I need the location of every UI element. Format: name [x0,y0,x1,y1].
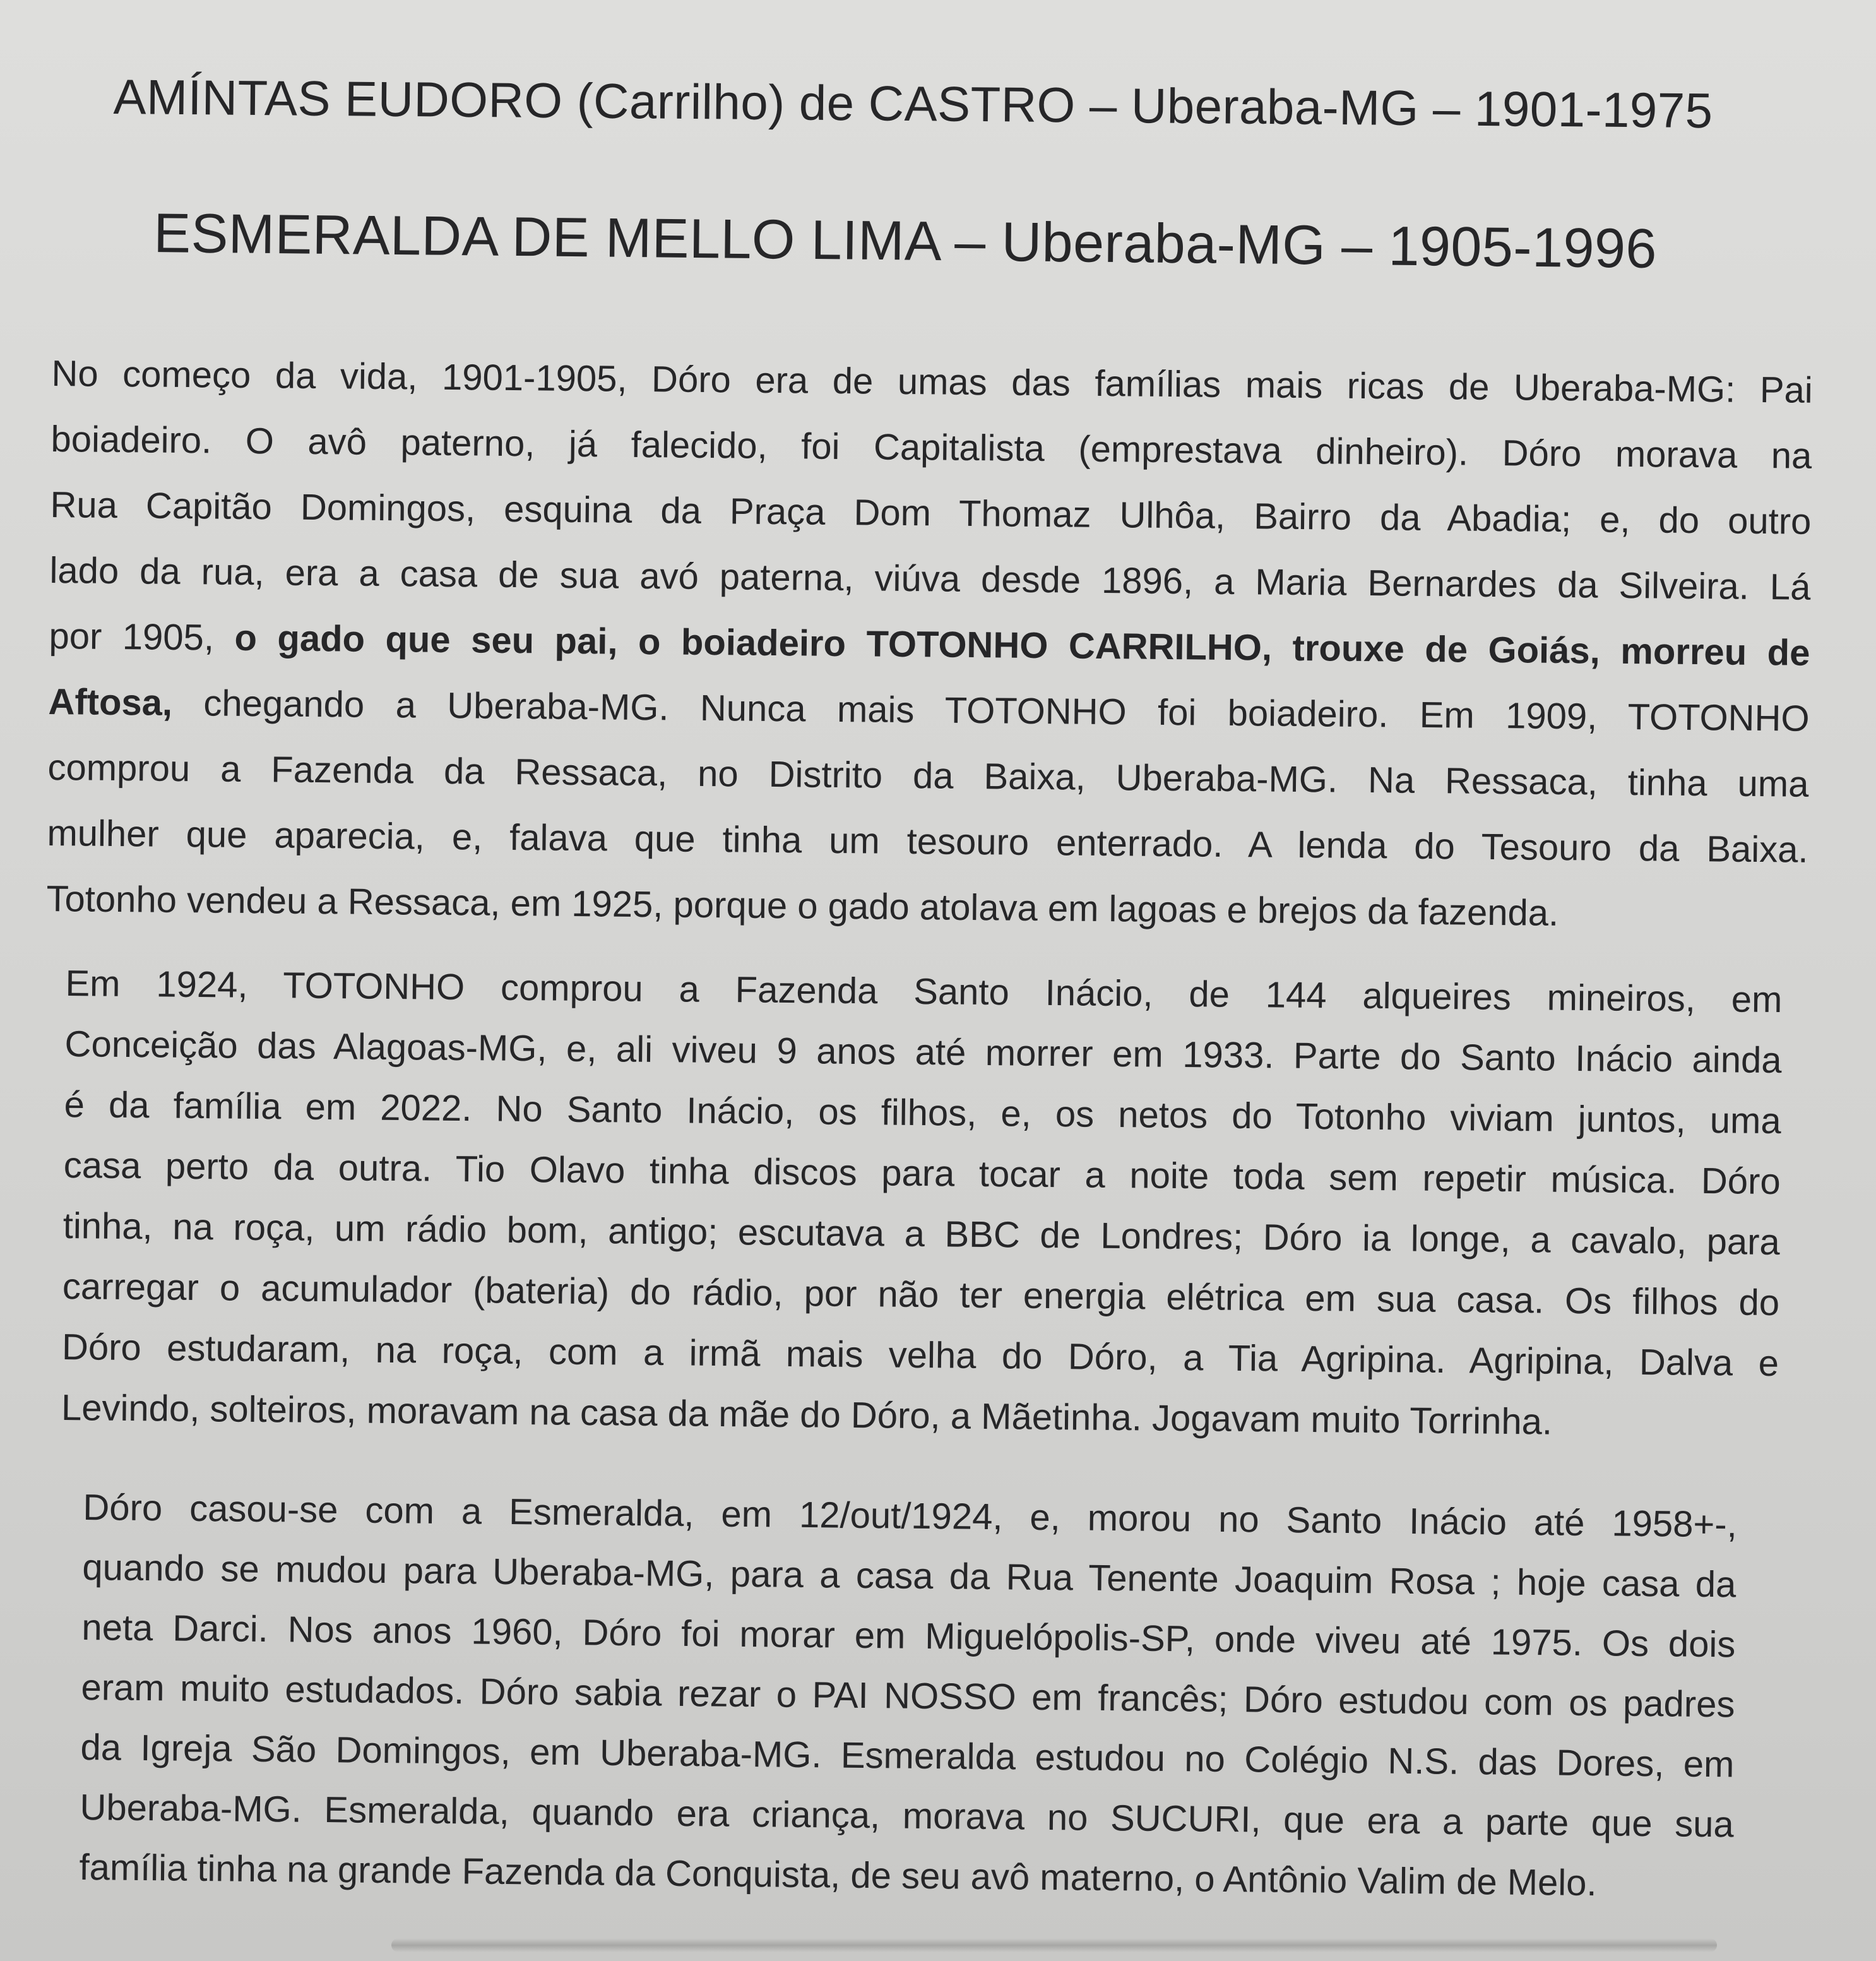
paragraph-2-line-6: carregar o acumulador (bateria) do rádio, por não ter energia elétrica em sua casa. Os filhos do [62,1265,1780,1324]
paragraph-2-line-4: casa perto da outra. Tio Olavo tinha discos para tocar a noite toda sem repetir música. Dóro [63,1144,1781,1203]
paragraph-3-line-4: eram muito estudados. Dóro sabia rezar o PAI NOSSO em francês; Dóro estudou com os padres [81,1666,1735,1726]
paragraph-3-line-6: Uberaba-MG. Esmeralda, quando era criança, morava no SUCURI, que era a parte que sua [80,1786,1735,1845]
paragraph-1-line-3: Rua Capitão Domingos, esquina da Praça Dom Thomaz Ulhôa, Bairro da Abadia; e, do outro [50,484,1812,542]
paragraph-1-line-6-rest: chegando a Uberaba-MG. Nunca mais TOTONHO foi boiadeiro. Em 1909, TOTONHO [172,682,1810,739]
paragraph-3-line-7: família tinha na grande Fazenda da Conquista, de seu avô materno, o Antônio Valim de Melo. [79,1846,1597,1904]
paragraph-2-line-5: tinha, na roça, um rádio bom, antigo; escutava a BBC de Londres; Dóro ia longe, a cavalo, para [62,1205,1781,1263]
paragraph-2-line-2: Conceição das Alagoas-MG, e, ali viveu 9 anos até morrer em 1933. Parte do Santo Inácio ainda [64,1023,1782,1082]
paragraph-3-line-1: Dóro casou-se com a Esmeralda, em 12/out/1924, e, morou no Santo Inácio até 1958+-, [83,1486,1738,1546]
paragraph-2-line-1: Em 1924, TOTONHO comprou a Fazenda Santo Inácio, de 144 alqueires mineiros, em [65,962,1783,1021]
paragraph-2-line-7: Dóro estudaram, na roça, com a irmã mais velha do Dóro, a Tia Agripina. Agripina, Dalva e [61,1326,1779,1385]
title-line-2: ESMERALDA DE MELLO LIMA – Uberaba-MG – 1905-1996 [153,201,1658,280]
paragraph-1-line-5-prefix: por 1905, [49,615,235,659]
paragraph-2-line-3: é da família em 2022. No Santo Inácio, os filhos, e, os netos do Totonho viviam juntos, uma [64,1083,1781,1142]
paragraph-3-line-3: neta Darci. Nos anos 1960, Dóro foi morar em Miguelópolis-SP, onde viveu até 1975. Os dois [81,1606,1736,1666]
paragraph-1-line-9: Totonho vendeu a Ressaca, em 1925, porque o gado atolava em lagoas e brejos da fazenda. [46,878,1559,934]
paragraph-3-line-2: quando se mudou para Uberaba-MG, para a casa da Rua Tenente Joaquim Rosa ; hoje casa da [82,1546,1736,1606]
paragraph-1 [46,341,1813,949]
paragraph-1-line-8: mulher que aparecia, e, falava que tinha um tesouro enterrado. A lenda do Tesouro da Baixa. [47,812,1808,871]
page-bottom-edge-shadow [391,1938,1717,1952]
paragraph-1-line-5-bold: o gado que seu pai, o boiadeiro TOTONHO CARRILHO, trouxe de Goiás, morreu de [234,617,1810,674]
paragraph-1-line-7: comprou a Fazenda da Ressaca, no Distrito da Baixa, Uberaba-MG. Na Ressaca, tinha uma [47,746,1809,805]
paragraph-1-line-2: boiadeiro. O avô paterno, já falecido, foi Capitalista (emprestava dinheiro). Dóro morava na [50,418,1812,477]
paragraph-1-line-1: No começo da vida, 1901-1905, Dóro era de umas das famílias mais ricas de Uberaba-MG: Pai [51,352,1814,411]
paragraph-2 [61,953,1783,1455]
paragraph-1-line-4: lado da rua, era a casa de sua avó paterna, viúva desde 1896, a Maria Bernardes da Silveira. Lá [49,549,1811,608]
paragraph-3-line-5: da Igreja São Domingos, em Uberaba-MG. Esmeralda estudou no Colégio N.S. das Dores, em [80,1726,1735,1785]
paragraph-3 [79,1477,1737,1914]
title-line-1: AMÍNTAS EUDORO (Carrilho) de CASTRO – Uberaba-MG – 1901-1975 [113,68,1713,139]
paragraph-1-line-6-bold: Aftosa, [48,681,173,724]
paragraph-2-line-8: Levindo, solteiros, moravam na casa da mãe do Dóro, a Mãetinha. Jogavam muito Torrinha. [61,1386,1553,1443]
